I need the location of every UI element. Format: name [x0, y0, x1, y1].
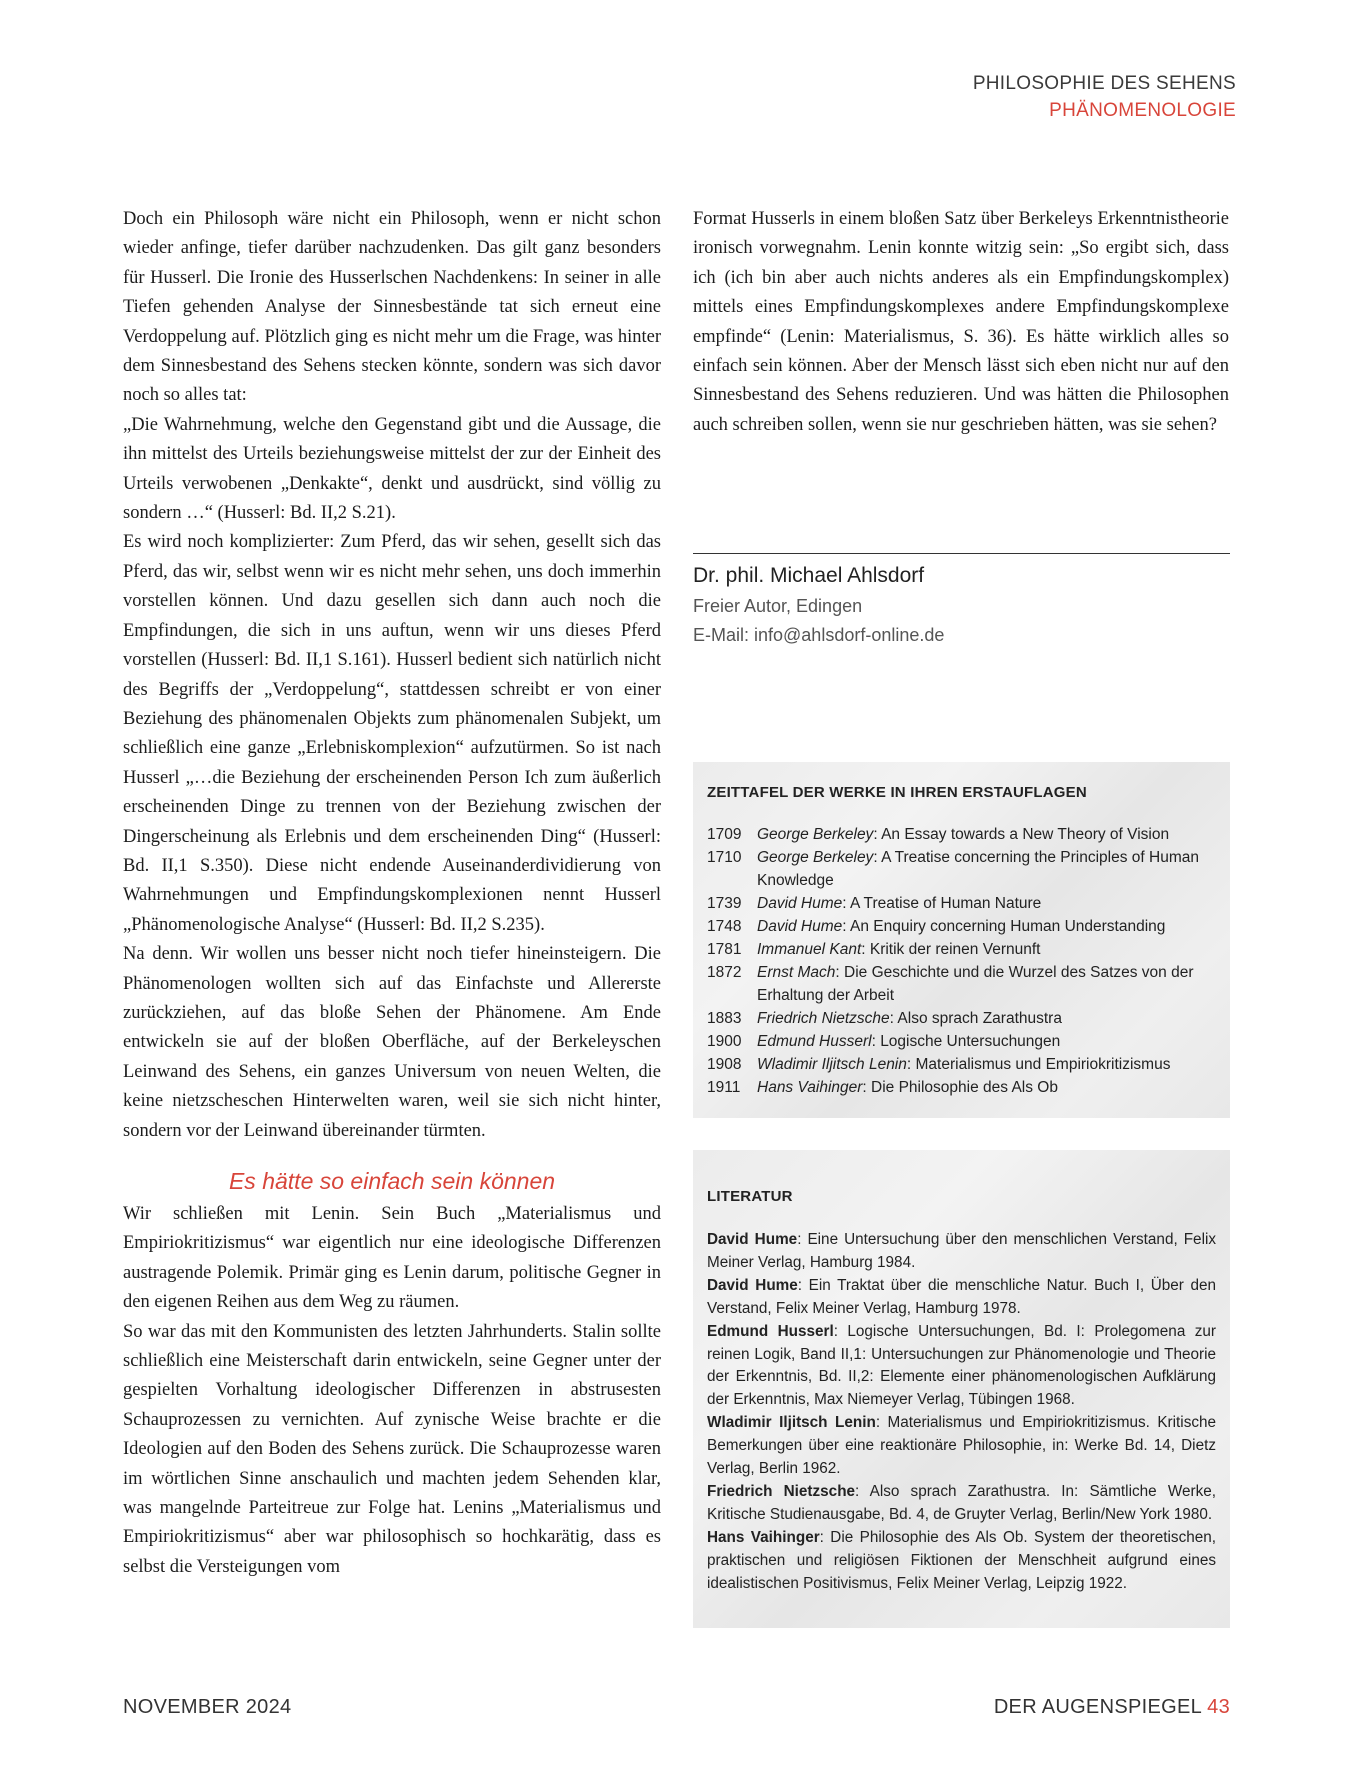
timeline-year: 1883 — [707, 1010, 742, 1027]
footer-publication — [994, 1696, 1230, 1719]
timeline-year: 1748 — [707, 918, 742, 935]
timeline-work — [757, 846, 1216, 892]
timeline-work — [757, 892, 1216, 915]
left-column — [123, 205, 661, 1582]
timeline-year: 1911 — [707, 1079, 741, 1096]
timeline-author: Ernst Mach — [757, 964, 836, 981]
timeline-year: 1872 — [707, 964, 742, 981]
literature-citation: : Eine Untersuchung über den menschlichen Verstand, Felix Meiner Verlag, Hamburg 1984. — [707, 1231, 1217, 1271]
timeline-title-text: : A Treatise concerning the Principles of Human Knowledge — [757, 849, 1199, 889]
timeline-title-text: : Also sprach Zarathustra — [889, 1010, 1062, 1027]
literature-author: Hans Vaihinger — [707, 1528, 820, 1546]
timeline-author: Wladimir Iljitsch Lenin — [757, 1056, 907, 1073]
literature-citation: : Ein Traktat über die menschliche Natur. Buch I, Über den Verstand, Felix Meiner Verlag, Hamburg 1978. — [707, 1276, 1216, 1317]
timeline-entry — [707, 915, 1216, 938]
literature-author: Edmund Husserl — [707, 1322, 834, 1340]
header-topic: PHÄNOMENOLOGIE — [1049, 100, 1236, 121]
timeline-title-text: : An Enquiry concerning Human Understanding — [842, 918, 1166, 935]
timeline-work — [757, 1053, 1216, 1076]
timeline-entry — [707, 1030, 1216, 1053]
body-paragraph: So war das mit den Kommunisten des letzten Jahrhunderts. Stalin sollte schließlich eine Meisterschaft darin entwickeln, seine Gegner unter der gespielten Vorhaltung ideologischer Differenzen in abstrusesten Schauprozessen zu vernichten. Auf zynische Weise brachte er die Ideologien auf den Boden des Sehens zurück. Die Schauprozesse waren im wörtlichen Sinne anschaulich und machten jedem Sehenden klar, was mangelnde Parteitreue zur Folge hat. Lenins „Materialismus und Empiriokritizismus“ aber war philosophisch so hochkarätig, dass es selbst die Versteigungen vom — [123, 1321, 661, 1577]
timeline-entry — [707, 823, 1216, 846]
timeline-year: 1908 — [707, 1056, 742, 1073]
footer-magazine-name: DER AUGENSPIEGEL — [993, 1696, 1202, 1718]
author-info — [693, 560, 944, 650]
timeline-title-text: : An Essay towards a New Theory of Vision — [873, 826, 1170, 843]
literature-author: Wladimir Iljitsch Lenin — [707, 1414, 876, 1432]
timeline-author: Hans Vaihinger — [757, 1079, 863, 1096]
literature-citation: : Logische Untersuchungen, Bd. I: Prolegomena zur reinen Logik, Band II,1: Untersuchungen zur Phänomenologie und Theorie der Erkenntnis, Bd. II,2: Elemente einer phänomenologischen Aufklärung der Erkenntnis, Max Niemeyer Verlag, Tübingen 1968. — [707, 1322, 1217, 1409]
timeline-entry — [707, 1007, 1216, 1030]
literature-entry — [707, 1275, 1216, 1321]
timeline-author: George Berkeley — [757, 826, 874, 843]
timeline-box — [693, 762, 1230, 1118]
timeline-entry — [707, 892, 1216, 915]
timeline-author: David Hume — [757, 895, 843, 912]
timeline-work — [757, 961, 1216, 1007]
literature-entry — [707, 1229, 1216, 1275]
literature-citation: : Materialismus und Empiriokritizismus. Kritische Bemerkungen über eine reaktionäre Philosophie, in: Werke Bd. 14, Dietz Verlag, Berlin 1962. — [707, 1414, 1217, 1478]
author-divider — [693, 553, 1230, 554]
section-subheading: Es hätte so einfach sein können — [228, 1168, 556, 1194]
timeline-entry — [707, 961, 1216, 1007]
body-paragraph: Wir schließen mit Lenin. Sein Buch „Materialismus und Empiriokritizismus“ war eigentlich nur eine ideologische Differenzen austragende Polemik. Primär ging es Lenin darum, politische Gegner in den eigenen Reihen aus dem Weg zu räumen. — [123, 1204, 661, 1313]
timeline-year: 1710 — [707, 849, 742, 866]
literature-author: Friedrich Nietzsche — [707, 1482, 856, 1500]
literature-entry — [707, 1412, 1216, 1481]
author-name: Dr. phil. Michael Ahlsdorf — [693, 564, 925, 587]
literature-citation: : Also sprach Zarathustra. In: Sämtliche Werke, Kritische Studienausgabe, Bd. 4, de Gruyter Verlag, Berlin/New York 1980. — [707, 1482, 1216, 1523]
author-role: Freier Autor, Edingen — [693, 596, 863, 616]
body-paragraph: „Die Wahrnehmung, welche den Gegenstand gibt und die Aussage, die ihn mittelst des Urteils beziehungsweise mittelst der zur der Einheit des Urteils verwobenen „Denkakte“, denkt und ausdrückt, sind völlig zu sondern …“ (Husserl: Bd. II,2 S.21). — [123, 414, 661, 524]
literature-author: David Hume — [707, 1276, 798, 1294]
timeline-entry — [707, 846, 1216, 892]
timeline-year: 1900 — [707, 1033, 742, 1050]
timeline-work — [757, 1076, 1216, 1099]
timeline-author: Edmund Husserl — [757, 1033, 872, 1050]
literature-entry — [707, 1527, 1216, 1596]
right-column — [693, 205, 1229, 440]
timeline-entry — [707, 938, 1216, 961]
timeline-year: 1739 — [707, 895, 742, 912]
timeline-author: George Berkeley — [757, 849, 874, 866]
header-section-title: PHILOSOPHIE DES SEHENS — [972, 73, 1236, 94]
timeline-year: 1709 — [707, 826, 742, 843]
timeline-year: 1781 — [707, 941, 742, 958]
timeline-title-text: : Materialismus und Empiriokritizismus — [906, 1056, 1171, 1073]
body-paragraph: Es wird noch komplizierter: Zum Pferd, das wir sehen, gesellt sich das Pferd, das wir, selbst wenn wir es nicht mehr sehen, uns doch immerhin vorstellen können. Und dazu gesellen sich dann auch noch die Empfindungen, die sich in uns auftun, wenn wir uns dieses Pferd vorstellen (Husserl: Bd. II,1 S.161). Husserl bedient sich natürlich nicht des Begriffs der „Verdoppelung“, stattdessen schreibt er von einer Beziehung des phänomenalen Objekts zum phänomenalen Subjekt, um schließlich eine ganze „Erlebniskomplexion“ aufzutürmen. So ist nach Husserl „…die Beziehung der erscheinenden Person Ich zum äußerlich erscheinenden Dinge zu trennen von der Beziehung zwischen der Dingerscheinung als Erlebnis und dem erscheinenden Ding“ (Husserl: Bd. II,1 S.350). Diese nicht endende Auseinanderdividierung von Wahrnehmungen und Empfindungskomplexionen nennt Husserl „Phänomenologische Analyse“ (Husserl: Bd. II,2 S.235). — [123, 532, 661, 935]
timeline-work — [757, 1030, 1216, 1053]
literature-title: LITERATUR — [707, 1188, 793, 1205]
timeline-title-text: : Die Geschichte und die Wurzel des Satzes von der Erhaltung der Arbeit — [757, 964, 1194, 1004]
timeline-author: Immanuel Kant — [757, 941, 862, 958]
timeline-work — [757, 915, 1216, 938]
literature-citation: : Die Philosophie des Als Ob. System der theoretischen, praktischen und religiösen Fiktionen der Menschheit aufgrund eines idealistischen Positivismus, Felix Meiner Verlag, Leipzig 1922. — [707, 1528, 1216, 1592]
timeline-title-text: : Kritik der reinen Vernunft — [861, 941, 1041, 958]
literature-list — [707, 1229, 1216, 1596]
timeline-title-text: : Logische Untersuchungen — [871, 1033, 1061, 1050]
timeline-entry — [707, 1053, 1216, 1076]
footer-date: NOVEMBER 2024 — [123, 1696, 292, 1718]
timeline-entry — [707, 1076, 1216, 1099]
literature-entry — [707, 1481, 1216, 1527]
author-email: E-Mail: info@ahlsdorf-online.de — [693, 625, 945, 645]
timeline-author: David Hume — [757, 918, 843, 935]
page-number: 43 — [1207, 1696, 1230, 1718]
literature-entry — [707, 1321, 1216, 1413]
timeline-list — [707, 823, 1216, 1099]
timeline-title: ZEITTAFEL DER WERKE IN IHREN ERSTAUFLAGEN — [707, 784, 1087, 801]
body-paragraph: Format Husserls in einem bloßen Satz über Berkeleys Erkenntnistheorie ironisch vorwegnahm. Lenin konnte witzig sein: „So ergibt sich, dass ich (ich bin aber auch nichts anderes als ein Empfindungskomplex) mittels eines Empfindungskomplexes andere Empfindungskomplexe empfinde“ (Lenin: Materialismus, S. 36). Es hätte wirklich alles so einfach sein können. Aber der Mensch lässt sich eben nicht nur auf den Sinnesbestand des Sehens reduzieren. Und was hätten die Philosophen auch schreiben sollen, wenn sie nur geschrieben hätten, was sie sehen? — [693, 209, 1229, 435]
timeline-work — [757, 1007, 1216, 1030]
body-paragraph: Na denn. Wir wollen uns besser nicht noch tiefer hineinsteigern. Die Phänomenologen wollten sich auf das Einfachste und Allererste zurückziehen, auf das bloße Sehen der Phänomene. Am Ende entwickeln sie auf der bloßen Oberfläche, auf der Berkeleyschen Leinwand des Sehens, ein ganzes Universum von neuen Welten, die keine nietzscheschen Hinterwelten waren, weil sie sich nicht hinter, sondern vor der Leinwand übereinander türmten. — [123, 944, 661, 1141]
timeline-author: Friedrich Nietzsche — [757, 1010, 890, 1027]
literature-author: David Hume — [707, 1231, 798, 1248]
literature-box — [693, 1150, 1230, 1628]
timeline-work — [757, 938, 1216, 961]
timeline-title-text: : Die Philosophie des Als Ob — [862, 1079, 1058, 1096]
body-paragraph: Doch ein Philosoph wäre nicht ein Philosoph, wenn er nicht schon wieder anfinge, tiefer darüber nachzudenken. Das gilt ganz besonders für Husserl. Die Ironie des Husserlschen Nachdenkens: In seiner in alle Tiefen gehenden Analyse der Sinnesbestände tat sich erneut eine Verdoppelung auf. Plötzlich ging es nicht mehr um die Frage, was hinter dem Sinnesbestand des Sehens stecken könnte, sondern was sich davor noch so alles tat: — [123, 209, 661, 406]
running-header — [973, 70, 1236, 124]
timeline-title-text: : A Treatise of Human Nature — [842, 895, 1042, 912]
timeline-work — [757, 823, 1216, 846]
